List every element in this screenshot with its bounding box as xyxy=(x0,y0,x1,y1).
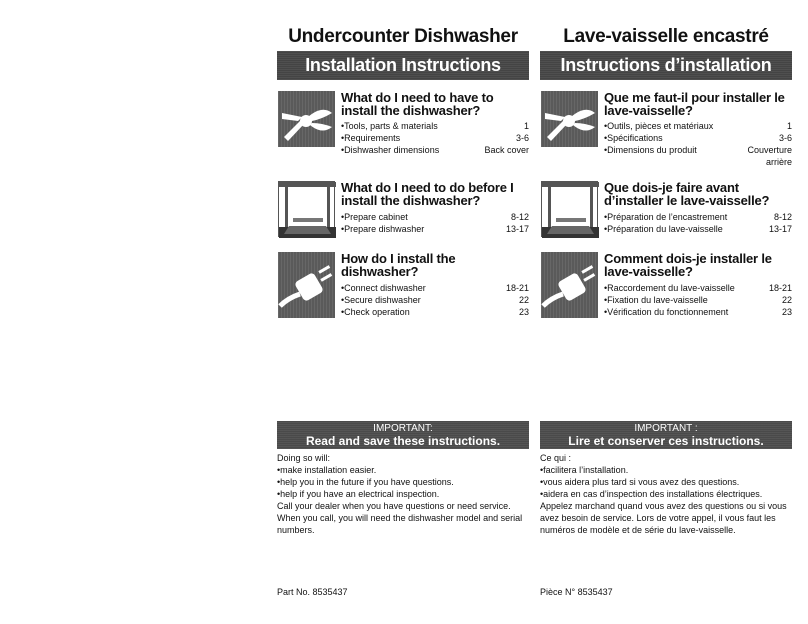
important-body xyxy=(277,452,529,536)
important-bullet: • make installation easier. xyxy=(277,464,529,476)
important-intro: Doing so will: xyxy=(277,453,331,463)
toc-item: • Fixation du lave-vaisselle 22 xyxy=(604,294,792,306)
power-plug-icon xyxy=(541,252,598,318)
important-body xyxy=(540,452,792,536)
section-install xyxy=(277,252,529,322)
section-items xyxy=(341,282,529,318)
toc-item: • Prepare dishwasher 13-17 xyxy=(341,223,529,235)
section-title: Que dois-je faire avant d’installer le lave-vaisselle? xyxy=(604,180,770,208)
section-items xyxy=(604,211,792,235)
cabinet-opening-icon xyxy=(278,181,335,237)
document-title: Lave-vaisselle encastré xyxy=(563,26,769,47)
toc-item: • Prepare cabinet 8-12 xyxy=(341,211,529,223)
pliers-tools-icon xyxy=(541,91,598,147)
toc-item: • Outils, pièces et matériaux 1 xyxy=(604,120,792,132)
important-bullet: • help you in the future if you have questions. xyxy=(277,476,529,488)
section-install xyxy=(540,252,792,322)
section-prepare xyxy=(277,181,529,241)
important-bullet: • help if you have an electrical inspection. xyxy=(277,488,529,500)
installation-banner: Instructions d’installation xyxy=(540,51,792,80)
toc-item: • Préparation du lave-vaisselle 13-17 xyxy=(604,223,792,235)
important-bullet: • facilitera l’installation. xyxy=(540,464,792,476)
toc-item: • Connect dishwasher 18-21 xyxy=(341,282,529,294)
section-items xyxy=(604,282,792,318)
pliers-tools-icon xyxy=(278,91,335,147)
document-title: Undercounter Dishwasher xyxy=(288,26,518,47)
toc-item: • Check operation 23 xyxy=(341,306,529,318)
part-number: Part No. 8535437 xyxy=(277,587,348,597)
important-closing: Call your dealer when you have questions or need service. When you call, you will need the dishwasher model and serial numbers. xyxy=(277,501,523,535)
section-tools xyxy=(540,91,792,171)
toc-item: • Vérification du fonctionnement 23 xyxy=(604,306,792,318)
section-title: What do I need to have to install the dishwasher? xyxy=(341,90,494,118)
toc-item: • Requirements 3-6 xyxy=(341,132,529,144)
power-plug-icon xyxy=(278,252,335,318)
section-tools xyxy=(277,90,529,155)
section-items xyxy=(341,211,529,235)
toc-item: • Spécifications 3-6 xyxy=(604,132,792,144)
important-banner: IMPORTANT: Read and save these instructions. xyxy=(277,421,529,449)
cabinet-opening-icon xyxy=(541,181,598,237)
toc-item: • Secure dishwasher 22 xyxy=(341,294,529,306)
important-bullet: • aidera en cas d’inspection des installations électriques. xyxy=(540,488,792,500)
section-title: How do I install the dishwasher? xyxy=(341,251,456,279)
section-title: What do I need to do before I install the dishwasher? xyxy=(341,180,514,208)
toc-item: • Raccordement du lave-vaisselle 18-21 xyxy=(604,282,792,294)
toc-item: • Tools, parts & materials 1 xyxy=(341,120,529,132)
section-items xyxy=(604,120,792,168)
section-prepare xyxy=(540,181,792,241)
toc-item: • Préparation de l’encastrement 8-12 xyxy=(604,211,792,223)
toc-item: • Dishwasher dimensions Back cover xyxy=(341,144,529,156)
part-number: Pièce N° 8535437 xyxy=(540,587,613,597)
section-title: Comment dois-je installer le lave-vaisselle? xyxy=(604,251,772,279)
important-bullet: • vous aidera plus tard si vous avez des questions. xyxy=(540,476,792,488)
important-intro: Ce qui : xyxy=(540,453,572,463)
installation-banner: Installation Instructions xyxy=(277,51,529,80)
section-items xyxy=(341,120,529,156)
important-banner: IMPORTANT : Lire et conserver ces instructions. xyxy=(540,421,792,449)
section-title: Que me faut-il pour installer le lave-vaisselle? xyxy=(604,90,785,118)
toc-item: • Dimensions du produit Couverture arrière xyxy=(604,144,792,168)
important-closing: Appelez marchand quand vous avez des questions ou si vous avez besoin de service. Lors de votre appel, il vous faut les numéros de modèle et de série du lave-vaisselle. xyxy=(540,501,787,535)
